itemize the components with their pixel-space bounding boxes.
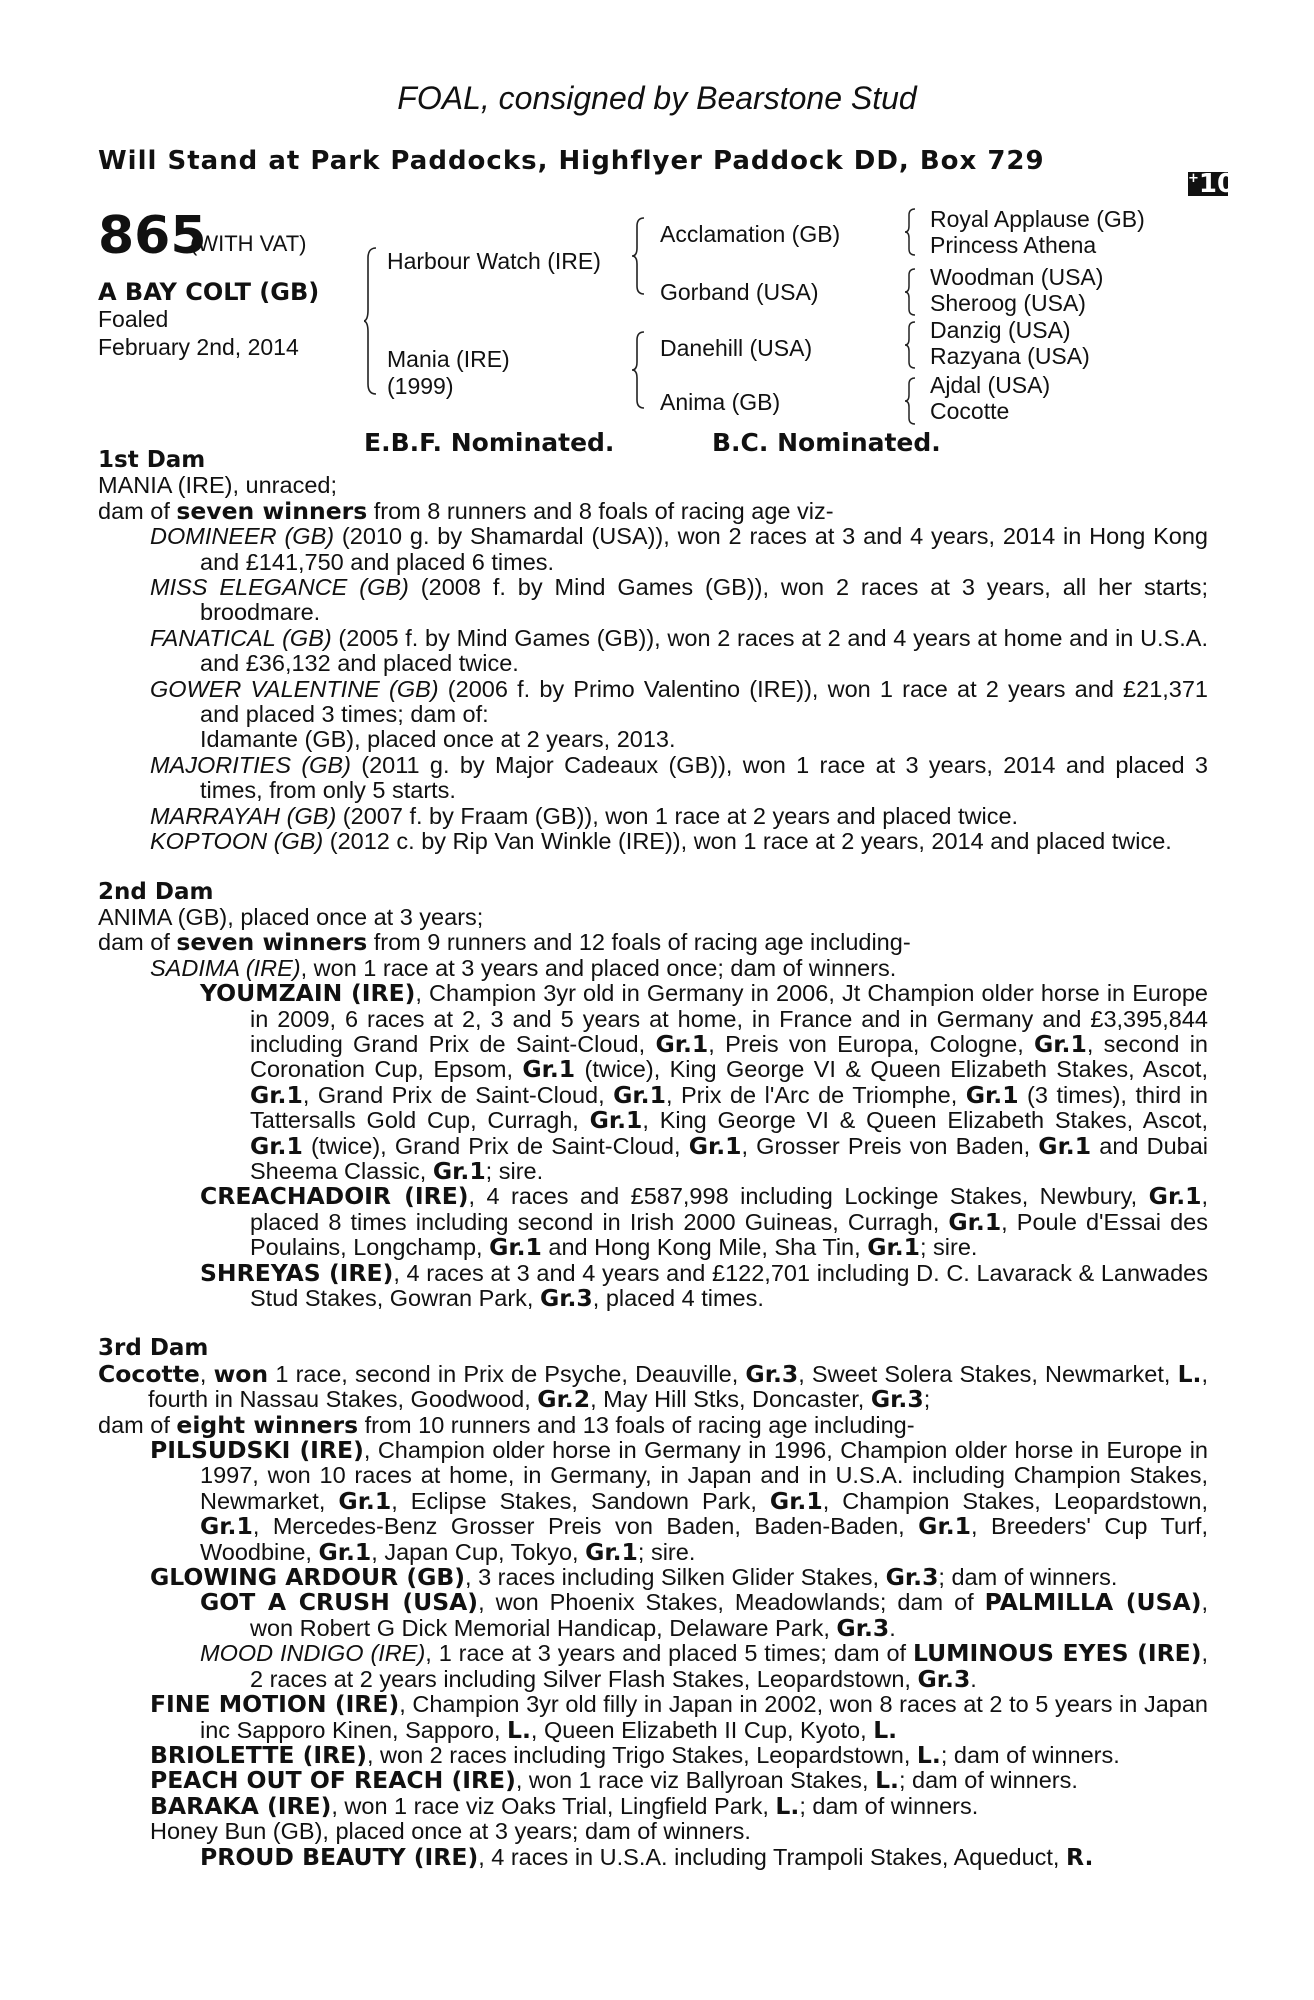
ped-dsd: Razyana (USA) xyxy=(930,343,1090,369)
dam-sire: Danehill (USA) xyxy=(660,335,813,361)
first-dam-grandproduce: Idamante (GB), placed once at 2 years, 2013. xyxy=(200,726,676,753)
third-dam-produce: GLOWING ARDOUR (GB), 3 races including Silken Glider Stakes, Gr.3; dam of winners. xyxy=(150,1563,1118,1592)
second-dam-summary: dam of seven winners from 9 runners and 12 foals of racing age including- xyxy=(98,928,911,957)
ebf-nomination: E.B.F. Nominated. xyxy=(364,428,615,457)
lot-number: 865 xyxy=(98,206,207,266)
bc-nomination: B.C. Nominated. xyxy=(712,428,941,457)
sire-sire: Acclamation (GB) xyxy=(660,221,841,247)
first-dam-heading: 1st Dam xyxy=(98,447,206,473)
first-dam-produce: KOPTOON (GB) (2012 c. by Rip Van Winkle (IRE)), won 1 race at 2 years, 2014 and placed twice. xyxy=(150,828,1172,855)
first-dam-summary: dam of seven winners from 8 runners and 8 foals of racing age viz- xyxy=(98,496,834,525)
first-dam-line: MANIA (IRE), unraced; xyxy=(98,472,337,499)
pedigree-brace-g1 xyxy=(905,207,917,257)
second-dam-grandproduce: CREACHADOIR (IRE), 4 races and £587,998 including Lockinge Stakes, Newbury, Gr.1, placed 8 times including second in Irish 2000 Guineas, Curragh, Gr.1, Poule d'Essai des Poulains, Longchamp, Gr.1 and Hong Kong Mile, Sha Tin, Gr.1; sire. xyxy=(200,1182,1209,1262)
first-dam-produce: DOMINEER (GB) (2010 g. by Shamardal (USA)), won 2 races at 3 and 4 years, 2014 in Hong Kong and £141,750 and placed 6 times. xyxy=(150,523,1209,575)
ped-sdd: Sheroog (USA) xyxy=(930,290,1086,316)
first-dam-produce: FANATICAL (GB) (2005 f. by Mind Games (GB)), won 2 races at 2 and 4 years at home and in U.S.A. and £36,132 and placed twice. xyxy=(150,624,1208,677)
first-dam-produce: MAJORITIES (GB) (2011 g. by Major Cadeaux (GB)), won 1 race at 3 years, 2014 and placed 3 times, from only 5 starts. xyxy=(150,751,1208,804)
second-dam-grandproduce: YOUMZAIN (IRE), Champion 3yr old in Germany in 2006, Jt Champion older horse in Europe in 2009, 6 races at 2, 3 and 5 years at home, in France and in Germany and £3,395,844 including Grand Prix de Saint-Cloud, Gr.1, Preis von Europa, Cologne, Gr.1, second in Coronation Cup, Epsom, Gr.1 (twice), King George VI & Queen Elizabeth Stakes, Ascot, Gr.1, Grand Prix de Saint-Cloud, Gr.1, Prix de l'Arc de Triomphe, Gr.1 (3 times), third in Tattersalls Gold Cup, Curragh, Gr.1, King George VI & Queen Elizabeth Stakes, Ascot, Gr.1 (twice), Grand Prix de Saint-Cloud, Gr.1, Grosser Preis von Baden, Gr.1 and Dubai Sheema Classic, Gr.1; sire. xyxy=(200,979,1209,1185)
third-dam-grandproduce: GOT A CRUSH (USA), won Phoenix Stakes, Meadowlands; dam of PALMILLA (USA), won Robert G Dick Memorial Handicap, Delaware Park, Gr.3. xyxy=(200,1588,1208,1642)
first-dam-produce: MISS ELEGANCE (GB) (2008 f. by Mind Games (GB)), won 2 races at 3 years, all her starts; broodmare. xyxy=(150,574,1209,626)
ped-sds: Woodman (USA) xyxy=(930,264,1104,290)
third-dam-produce: BRIOLETTE (IRE), won 2 races including Trigo Stakes, Leopardstown, L.; dam of winners. xyxy=(150,1740,1120,1769)
second-dam-produce: SADIMA (IRE), won 1 race at 3 years and placed once; dam of winners. xyxy=(150,954,897,981)
third-dam-produce: PEACH OUT OF REACH (IRE), won 1 race viz Ballyroan Stakes, L.; dam of winners. xyxy=(150,1766,1078,1795)
sire-name: Harbour Watch (IRE) xyxy=(387,248,601,274)
third-dam-produce: FINE MOTION (IRE), Champion 3yr old filly in Japan in 2002, won 8 races at 2 to 5 years in Japan inc Sapporo Kinen, Sapporo, L., Queen Elizabeth II Cup, Kyoto, L. xyxy=(150,1690,1208,1744)
third-dam-line: Cocotte, won 1 race, second in Prix de Psyche, Deauville, Gr.3, Sweet Solera Stakes, Newmarket, L., fourth in Nassau Stakes, Goodwood, Gr.2, May Hill Stks, Doncaster, Gr.3; xyxy=(98,1359,1208,1414)
third-dam-grandproduce: PROUD BEAUTY (IRE), 4 races in U.S.A. including Trampoli Stakes, Aqueduct, R. xyxy=(200,1842,1094,1871)
second-dam-line: ANIMA (GB), placed once at 3 years; xyxy=(98,903,484,930)
ped-ssd: Princess Athena xyxy=(930,232,1097,258)
dam-dam: Anima (GB) xyxy=(660,389,781,415)
page-badge: +10 xyxy=(1188,169,1236,199)
third-dam-produce: PILSUDSKI (IRE), Champion older horse in Germany in 1996, Champion older horse in Europe in 1997, won 10 races at home, in Germany, in Japan and in U.S.A. including Champion Stakes, Newmarket, Gr.1, Eclipse Stakes, Sandown Park, Gr.1, Champion Stakes, Leopardstown, Gr.1, Mercedes-Benz Grosser Preis von Baden, Baden-Baden, Gr.1, Breeders' Cup Turf, Woodbine, Gr.1, Japan Cup, Tokyo, Gr.1; sire. xyxy=(150,1436,1209,1566)
third-dam-heading: 3rd Dam xyxy=(98,1335,209,1362)
pedigree-tree xyxy=(0,0,1314,457)
third-dam-summary: dam of eight winners from 10 runners and 13 foals of racing age including- xyxy=(98,1410,915,1439)
third-dam-grandproduce: MOOD INDIGO (IRE), 1 race at 3 years and placed 5 times; dam of LUMINOUS EYES (IRE), 2 races at 2 years including Silver Flash Stakes, Leopardstown, Gr.3. xyxy=(200,1639,1208,1693)
ped-sss: Royal Applause (GB) xyxy=(930,206,1145,232)
second-dam-grandproduce: SHREYAS (IRE), 4 races at 3 and 4 years and £122,701 including D. C. Lavarack & Lanwades Stud Stakes, Gowran Park, Gr.3, placed 4 times. xyxy=(200,1258,1208,1312)
foaled-label: Foaled xyxy=(98,306,169,332)
ped-dds: Ajdal (USA) xyxy=(930,372,1051,398)
dam-year: (1999) xyxy=(387,373,454,399)
first-dam-produce: MARRAYAH (GB) (2007 f. by Fraam (GB)), won 1 race at 2 years and placed twice. xyxy=(150,802,1019,829)
dam-name: Mania (IRE) xyxy=(387,346,510,372)
lot-description: A BAY COLT (GB) xyxy=(98,278,320,306)
third-dam-produce: BARAKA (IRE), won 1 race viz Oaks Trial, Lingfield Park, L.; dam of winners. xyxy=(150,1791,979,1820)
vat-note: (WITH VAT) xyxy=(190,231,307,256)
pedigree-brace-g2 xyxy=(905,267,917,317)
pedigree-brace-main xyxy=(364,246,378,396)
foaled-date: February 2nd, 2014 xyxy=(98,334,299,360)
stabling-location: Will Stand at Park Paddocks, Highflyer Paddock DD, Box 729 xyxy=(98,146,1045,176)
second-dam-heading: 2nd Dam xyxy=(98,878,214,905)
third-dam-produce: Honey Bun (GB), placed once at 3 years; dam of winners. xyxy=(150,1818,751,1845)
first-dam-produce: GOWER VALENTINE (GB) (2006 f. by Primo Valentino (IRE)), won 1 race at 2 years and £21,371 and placed 3 times; dam of: xyxy=(150,675,1209,728)
ped-ddd: Cocotte xyxy=(930,398,1010,424)
pedigree-brace-sire xyxy=(632,216,646,296)
sire-dam: Gorband (USA) xyxy=(660,279,819,305)
catalogue-header-title: FOAL, consigned by Bearstone Stud xyxy=(397,80,917,116)
ped-dss: Danzig (USA) xyxy=(930,317,1071,343)
pedigree-brace-g4 xyxy=(905,376,917,426)
pedigree-notes xyxy=(98,448,1208,1870)
pedigree-brace-dam xyxy=(632,330,646,410)
pedigree-brace-g3 xyxy=(905,320,917,370)
